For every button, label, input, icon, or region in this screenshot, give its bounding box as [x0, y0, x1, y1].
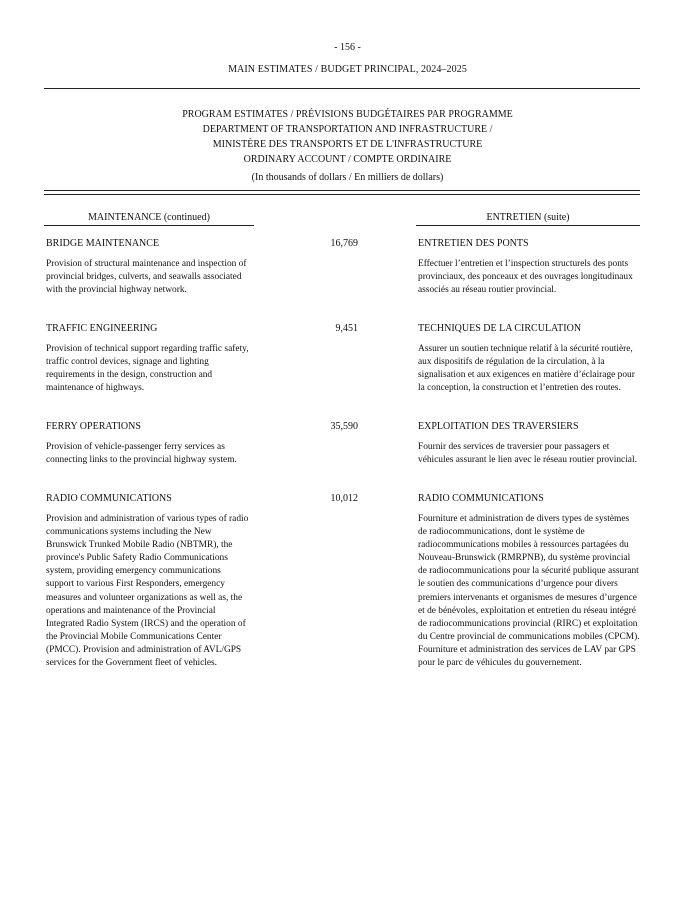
program-title-french: RADIO COMMUNICATIONS: [418, 493, 544, 504]
column-header-english-rule: [44, 225, 254, 226]
column-header-french-rule: [416, 225, 640, 226]
column-header-english: MAINTENANCE (continued): [88, 212, 210, 223]
program-description-english: Provision and administration of various types of radio communications systems including the New Brunswick Trunked Mobile Radio (NBTMR), the province's Public Safety Radio Communications system, providing emergency communications support to various First Responders, emergency measures and volunteer organizations as well as, the operations and maintenance of the Provincial Integrated Radio System (IRCS) and the operation of the Provincial Mobile Communications Center (PMCC). Provision and administration of AVL/GPS services for the Government fleet of vehicles.: [46, 514, 249, 669]
double-rule-top: [44, 190, 640, 191]
page-number: - 156 -: [334, 42, 361, 53]
program-description-french: Fourniture et administration de divers types de systèmes de radiocommunications, dont le système de radiocommunications mobiles à ressources partagées du Nouveau-Brunswick (RMRPNB), du système provincial de radiocommunications pour la sécurité publique assurant le soutien des communications d’urgence pour divers premiers intervenants et organismes de mesures d’urgence et de bénévoles, exploitation et entretien du réseau intégré de radiocommunications provincial (RIRC) et exploitation du Centre provincial de communications mobiles (CPCM). Fourniture et administration des services de LAV par GPS pour le parc de véhicules du gouvernement.: [418, 514, 640, 669]
program-title-english: BRIDGE MAINTENANCE: [46, 238, 160, 249]
program-title-english: TRAFFIC ENGINEERING: [46, 323, 158, 334]
program-description-french: Fournir des services de traversier pour passagers et véhicules assurant le lien avec le réseau routier provincial.: [418, 442, 637, 466]
program-title-french: EXPLOITATION DES TRAVERSIERS: [418, 421, 579, 432]
program-description-french: Effectuer l’entretien et l’inspection structurels des ponts provinciaux, des ponceaux et des ouvrages longitudinaux associés au réseau routier provincial.: [418, 259, 633, 296]
program-description-english: Provision of vehicle-passenger ferry services as connecting links to the provincial highway system.: [46, 442, 237, 466]
program-description-english: Provision of technical support regarding traffic safety, traffic control devices, signage and lighting requirements in the design, construction and maintenance of highways.: [46, 344, 249, 394]
program-amount: 35,590: [330, 421, 358, 432]
title-block: [0, 107, 695, 167]
program-title-english: FERRY OPERATIONS: [46, 421, 141, 432]
title-line: ORDINARY ACCOUNT / COMPTE ORDINAIRE: [243, 154, 452, 165]
program-description-french: Assurer un soutien technique relatif à la sécurité routière, aux dispositifs de régulation de la circulation, à la signalisation et aux exigences en matière d’éclairage pour la conception, la construction et l’entretien des routes.: [418, 344, 635, 394]
program-amount: 10,012: [330, 493, 358, 504]
program-title-french: TECHNIQUES DE LA CIRCULATION: [418, 323, 582, 334]
header-rule: [44, 88, 640, 89]
title-line: PROGRAM ESTIMATES / PRÉVISIONS BUDGÉTAIRES PAR PROGRAMME: [182, 109, 513, 120]
units-note: (In thousands of dollars / En milliers de dollars): [251, 172, 444, 183]
program-title-french: ENTRETIEN DES PONTS: [418, 238, 529, 249]
double-rule-bottom: [44, 194, 640, 195]
column-header-french: ENTRETIEN (suite): [486, 212, 570, 223]
program-description-english: Provision of structural maintenance and inspection of provincial bridges, culverts, and seawalls associated with the provincial highway network.: [46, 259, 247, 296]
title-line: DEPARTMENT OF TRANSPORTATION AND INFRASTRUCTURE /: [202, 124, 493, 135]
program-amount: 9,451: [335, 323, 358, 334]
program-amount: 16,769: [330, 238, 358, 249]
running-head: MAIN ESTIMATES / BUDGET PRINCIPAL, 2024–2025: [228, 64, 467, 75]
title-line: MINISTÈRE DES TRANSPORTS ET DE L'INFRASTRUCTURE: [212, 139, 483, 150]
program-title-english: RADIO COMMUNICATIONS: [46, 493, 172, 504]
